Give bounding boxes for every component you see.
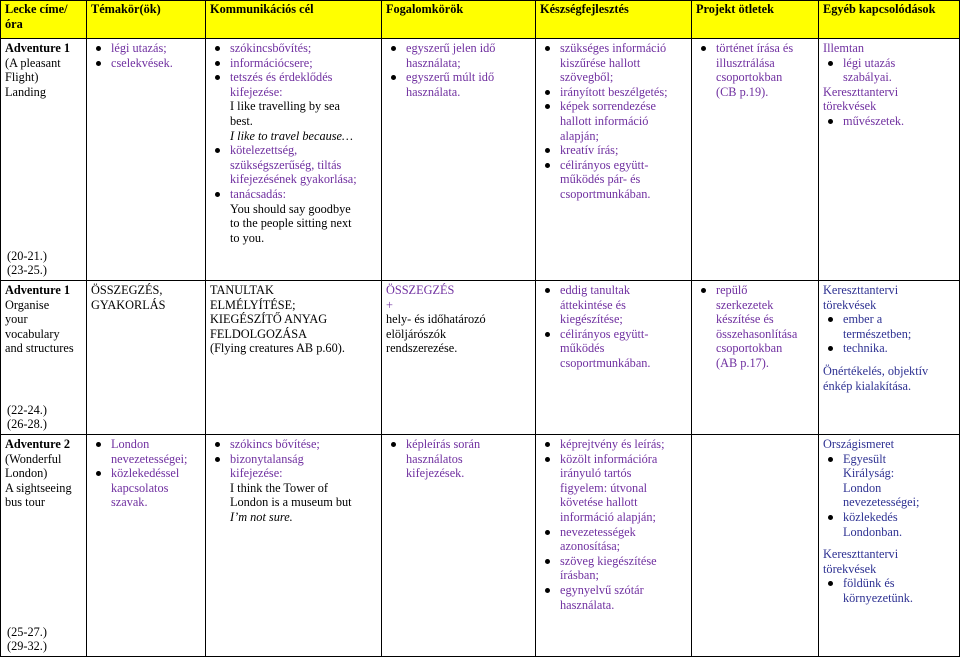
concept-text: hely- és időhatározó	[386, 312, 486, 327]
list-item: egyszerű múlt idő használata.	[406, 70, 531, 99]
list-item: Egyesült Királyság: London nevezetességei;	[843, 452, 955, 510]
list-item: szükséges információ kiszűrése hallott szövegből;	[560, 41, 687, 85]
lesson-subtitle: bus tour	[5, 495, 45, 510]
page-range: (29-32.)	[7, 639, 47, 654]
lesson-subtitle: and structures	[5, 341, 74, 356]
header-projects: Projekt ötletek	[692, 1, 819, 39]
list-item: közlekedés Londonban.	[843, 510, 955, 539]
lesson-title: Adventure 1	[5, 41, 71, 55]
page-range: (23-25.)	[7, 263, 47, 278]
list-item: képrejtvény és leírás;	[560, 437, 687, 452]
lesson-cell	[1, 39, 87, 281]
list-item: kötelezettség, szükségszerűség, tiltás kifejezésének gyakorlása;	[230, 143, 377, 187]
example-text: I like travelling by sea best.	[230, 99, 340, 128]
list-item: ember a természetben;	[843, 312, 955, 341]
list-item: légi utazás szabályai.	[843, 56, 955, 85]
list-item: művészetek.	[843, 114, 955, 129]
concept-text: +	[386, 297, 393, 312]
table-row	[1, 281, 960, 435]
list-item: szókincsbővítés;	[230, 41, 377, 56]
list-item: London nevezetességei;	[111, 437, 201, 466]
list-item	[230, 70, 377, 99]
list-item: technika.	[843, 341, 955, 356]
list-item: egynyelvű szótár használata.	[560, 583, 687, 612]
list-item: cselekvések.	[111, 56, 201, 71]
header-lesson: Lecke címe/óra	[1, 1, 87, 39]
concepts-cell	[382, 281, 536, 435]
list-item: információcsere;	[230, 56, 377, 71]
other-cell	[819, 39, 960, 281]
lesson-pages	[7, 249, 47, 278]
lesson-subtitle: Flight)	[5, 70, 39, 85]
concepts-cell	[382, 39, 536, 281]
comm-text: ELMÉLYÍTÉSE;	[210, 297, 296, 312]
example-text: You should say goodbye to the people sitting next to you.	[230, 201, 352, 245]
skills-cell	[536, 435, 692, 657]
list-item: szöveg kiegészítése írásban;	[560, 554, 687, 583]
comm-text: (Flying creatures AB p.60).	[210, 341, 345, 356]
lesson-subtitle: (Wonderful	[5, 451, 62, 466]
topics-cell	[87, 39, 206, 281]
communication-cell	[206, 281, 382, 435]
lesson-subtitle: London)	[5, 466, 48, 481]
list-text: kifejezése:	[230, 84, 283, 99]
header-other: Egyéb kapcsolódások	[819, 1, 960, 39]
header-concepts: Fogalomkörök	[382, 1, 536, 39]
lesson-cell	[1, 435, 87, 657]
section-label: Illemtan	[823, 41, 864, 55]
concept-text: ÖSSZEGZÉS	[386, 283, 455, 297]
list-item: irányított beszélgetés;	[560, 85, 687, 100]
page-range: (20-21.)	[7, 248, 47, 263]
header-skills: Készségfejlesztés	[536, 1, 692, 39]
header-row	[1, 1, 960, 39]
page-range: (25-27.)	[7, 624, 47, 639]
topics-cell	[87, 435, 206, 657]
project-cell	[692, 39, 819, 281]
list-text: tetszés és érdeklődés	[230, 70, 333, 85]
other-cell	[819, 281, 960, 435]
list-item: nevezetességek azonosítása;	[560, 525, 687, 554]
comm-text: FELDOLGOZÁSA	[210, 326, 308, 341]
list-item: célirányos együtt- működés csoportmunkában.	[560, 327, 687, 371]
section-label: törekvések	[823, 99, 877, 114]
list-item: kreatív írás;	[560, 143, 687, 158]
comm-text: TANULTAK	[210, 283, 274, 297]
lesson-subtitle: A sightseeing	[5, 480, 72, 495]
list-item: képek sorrendezése hallott információ alapján;	[560, 99, 687, 143]
lesson-subtitle: Organise	[5, 297, 50, 312]
lesson-cell	[1, 281, 87, 435]
list-item: közölt információra irányuló tartós figyelem: útvonal követése hallott információ alapján;	[560, 452, 687, 525]
skills-cell	[536, 281, 692, 435]
list-item: történet írása és illusztrálása csoportokban (CB p.19).	[716, 41, 814, 99]
list-item: egyszerű jelen idő használata;	[406, 41, 531, 70]
header-communication: Kommunikációs cél	[206, 1, 382, 39]
lesson-title: Adventure 1	[5, 283, 71, 297]
lesson-subtitle: vocabulary	[5, 326, 60, 341]
lesson-pages	[7, 625, 47, 654]
table-row	[1, 39, 960, 281]
lesson-title: Adventure 2	[5, 437, 71, 451]
list-item: szókincs bővítése;	[230, 437, 377, 452]
list-item: célirányos együtt- működés pár- és csoportmunkában.	[560, 158, 687, 202]
lesson-subtitle: (A pleasant	[5, 55, 61, 70]
list-item: közlekedéssel kapcsolatos szavak.	[111, 466, 201, 510]
header-topics: Témakör(ök)	[87, 1, 206, 39]
lesson-subtitle: your	[5, 312, 28, 327]
page-range: (22-24.)	[7, 402, 47, 417]
example-text: I like to travel because…	[230, 128, 353, 143]
list-item: bizonytalanság kifejezése:	[230, 452, 377, 481]
list-item: eddig tanultak áttekintése és kiegészítése;	[560, 283, 687, 327]
topic-text: GYAKORLÁS	[91, 297, 166, 312]
topics-cell	[87, 281, 206, 435]
section-label: Kereszttantervi	[823, 84, 899, 99]
project-cell	[692, 281, 819, 435]
section-label: Kereszttantervi	[823, 283, 899, 297]
project-cell	[692, 435, 819, 657]
list-item: légi utazás;	[111, 41, 201, 56]
lesson-pages	[7, 403, 47, 432]
other-cell	[819, 435, 960, 657]
comm-text: KIEGÉSZÍTŐ ANYAG	[210, 312, 328, 327]
list-item: képleírás során használatos kifejezések.	[406, 437, 531, 481]
list-item: tanácsadás:	[230, 187, 377, 202]
topic-text: ÖSSZEGZÉS,	[91, 283, 163, 297]
section-label: törekvések	[823, 561, 877, 576]
concept-text: elöljárószók	[386, 326, 447, 341]
table-row	[1, 435, 960, 657]
section-label: énkép kialakítása.	[823, 378, 912, 393]
section-label: Országismeret	[823, 437, 895, 451]
section-label: Önértékelés, objektív	[823, 363, 929, 378]
list-item: földünk és környezetünk.	[843, 576, 955, 605]
page-range: (26-28.)	[7, 417, 47, 432]
communication-cell	[206, 435, 382, 657]
communication-cell	[206, 39, 382, 281]
section-label: Kereszttantervi	[823, 547, 899, 562]
lesson-subtitle: Landing	[5, 84, 46, 99]
example-text: I think the Tower of London is a museum but I’m not sure.	[230, 480, 352, 524]
list-item: repülő szerkezetek készítése és összehasonlítása csoportokban (AB p.17).	[716, 283, 814, 371]
concepts-cell	[382, 435, 536, 657]
concept-text: rendszerezése.	[386, 341, 458, 356]
section-label: törekvések	[823, 297, 877, 312]
skills-cell	[536, 39, 692, 281]
